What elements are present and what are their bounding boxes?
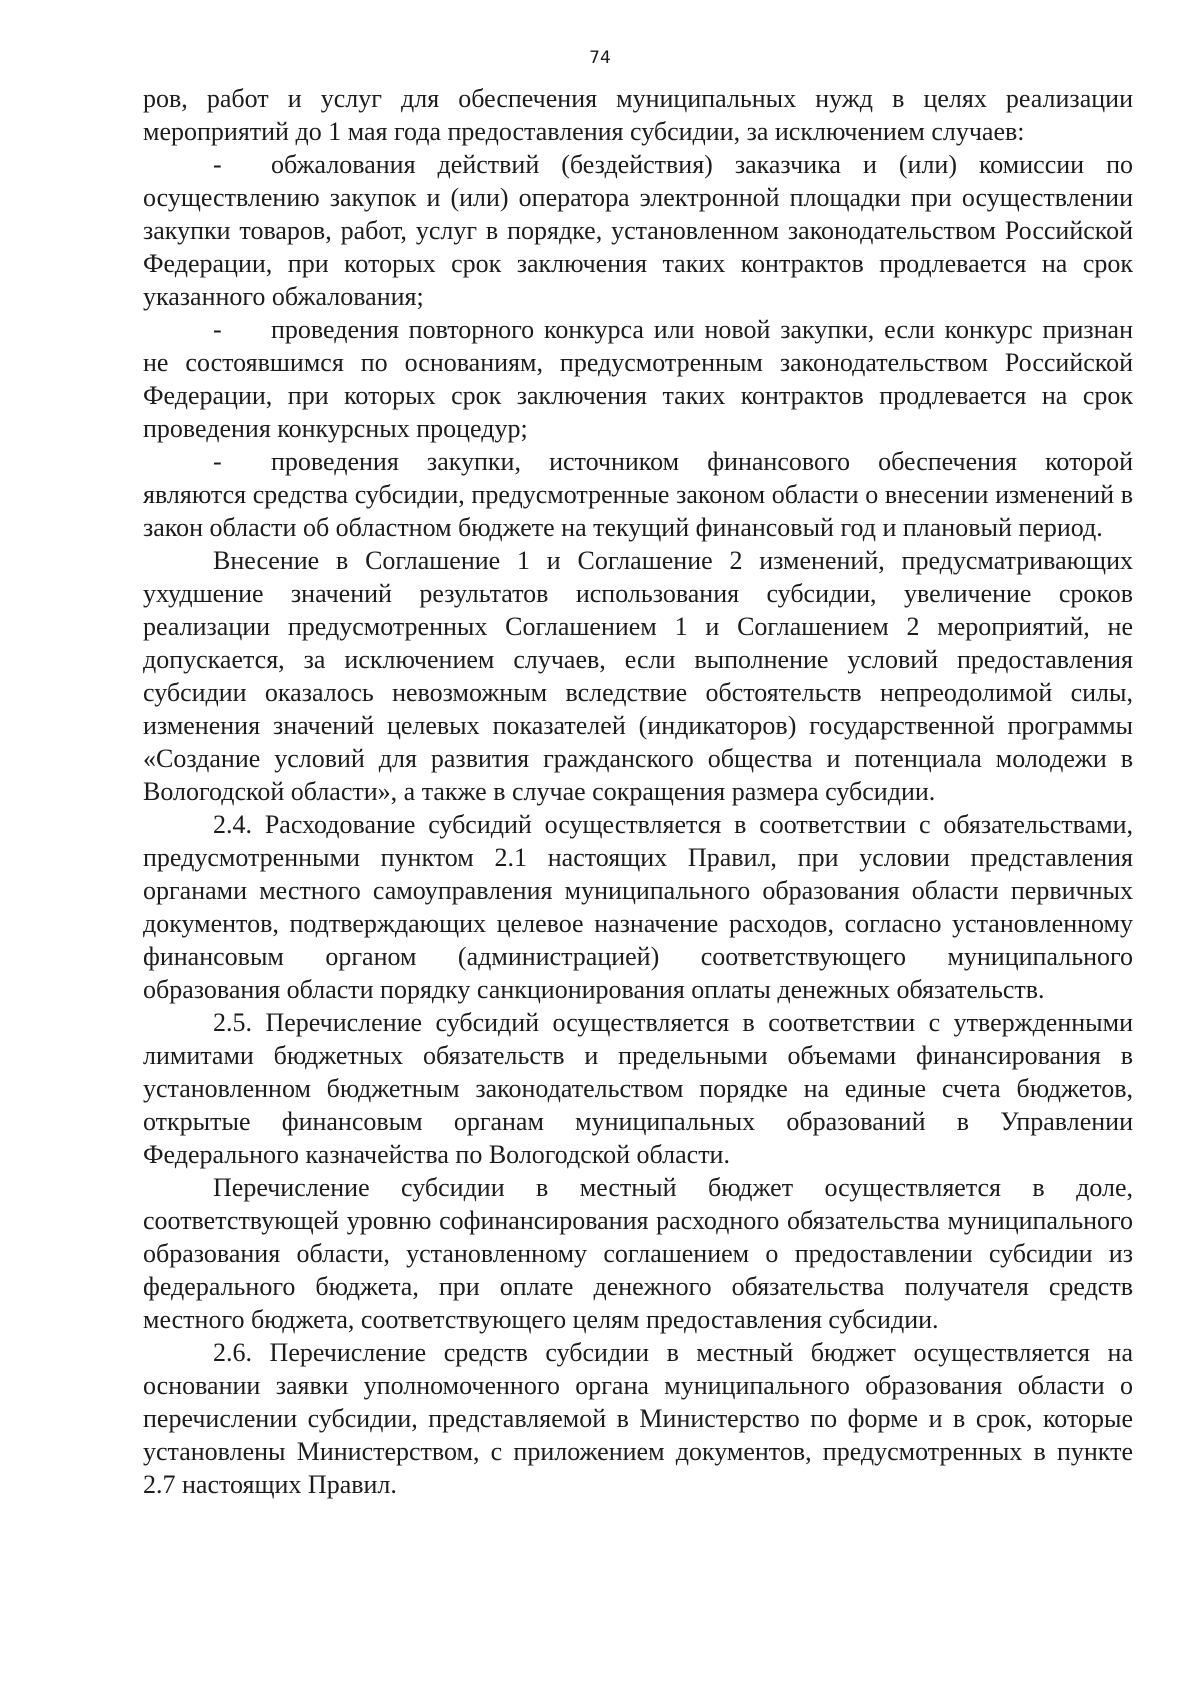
paragraph-2-4: 2.4. Расходование субсидий осуществляется в соответствии с обязательствами, предусмотренными пунктом 2.1 настоящих Правил, при условии представления органами местного самоуправления муниципального образования области первичных документов, подтверждающих целевое назначение расходов, согласно установленному финансовым органом (администрацией) соответствующего муниципального образования области порядку санкционирования оплаты денежных обязательств. <box>143 810 1133 1004</box>
list-dash: - <box>213 315 222 344</box>
list-item-text: обжалования действий (бездействия) заказчика и (или) комиссии по осуществлению закупок и (или) оператора электронной площадки при осуществлении закупки товаров, работ, услуг в порядке, установленном законодательством Российской Федерации, при которых срок заключения таких контрактов продлевается на срок указанного обжалования; <box>143 150 1133 311</box>
paragraph-transfer-share: Перечисление субсидии в местный бюджет осуществляется в доле, соответствующей уровню софинансирования расходного обязательства муниципального образования области, установленному соглашением о предоставлении субсидии из федерального бюджета, при оплате денежного обязательства получателя средств местного бюджета, соответствующего целям предоставления субсидии. <box>143 1173 1133 1334</box>
paragraph-2-6: 2.6. Перечисление средств субсидии в местный бюджет осуществляется на основании заявки уполномоченного органа муниципального образования области о перечислении субсидии, представляемой в Министерство по форме и в срок, которые установлены Министерством, с приложением документов, предусмотренных в пункте 2.7 настоящих Правил. <box>143 1338 1133 1499</box>
list-item <box>143 445 1133 544</box>
list-dash: - <box>213 150 222 179</box>
list-item <box>143 313 1133 445</box>
list-item-text: проведения повторного конкурса или новой закупки, если конкурс признан не состоявшимся по основаниям, предусмотренным законодательством Российской Федерации, при которых срок заключения таких контрактов продлевается на срок проведения конкурсных процедур; <box>143 315 1133 443</box>
paragraph-agreement-changes: Внесение в Соглашение 1 и Соглашение 2 изменений, предусматривающих ухудшение значений результатов использования субсидии, увеличение сроков реализации предусмотренных Соглашением 1 и Соглашением 2 мероприятий, не допускается, за исключением случаев, если выполнение условий предоставления субсидии оказалось невозможным вследствие обстоятельств непреодолимой силы, изменения значений целевых показателей (индикаторов) государственной программы «Создание условий для развития гражданского общества и потенциала молодежи в Вологодской области», а также в случае сокращения размера субсидии. <box>143 546 1133 806</box>
list-item-text: проведения закупки, источником финансового обеспечения которой являются средства субсидии, предусмотренные законом области о внесении изменений в закон области об областном бюджете на текущий финансовый год и плановый период. <box>143 447 1133 542</box>
list-item <box>143 148 1133 313</box>
document-body <box>143 82 1133 1501</box>
paragraph-2-5: 2.5. Перечисление субсидий осуществляется в соответствии с утвержденными лимитами бюджетных обязательств и предельными объемами финансирования в установленном бюджетным законодательством порядке на единые счета бюджетов, открытые финансовым органам муниципальных образований в Управлении Федерального казначейства по Вологодской области. <box>143 1008 1133 1169</box>
list-dash: - <box>213 447 222 476</box>
paragraph-continuation: ров, работ и услуг для обеспечения муниципальных нужд в целях реализации мероприятий до 1 мая года предоставления субсидии, за исключением случаев: <box>143 84 1133 146</box>
page-number: 74 <box>589 48 611 68</box>
